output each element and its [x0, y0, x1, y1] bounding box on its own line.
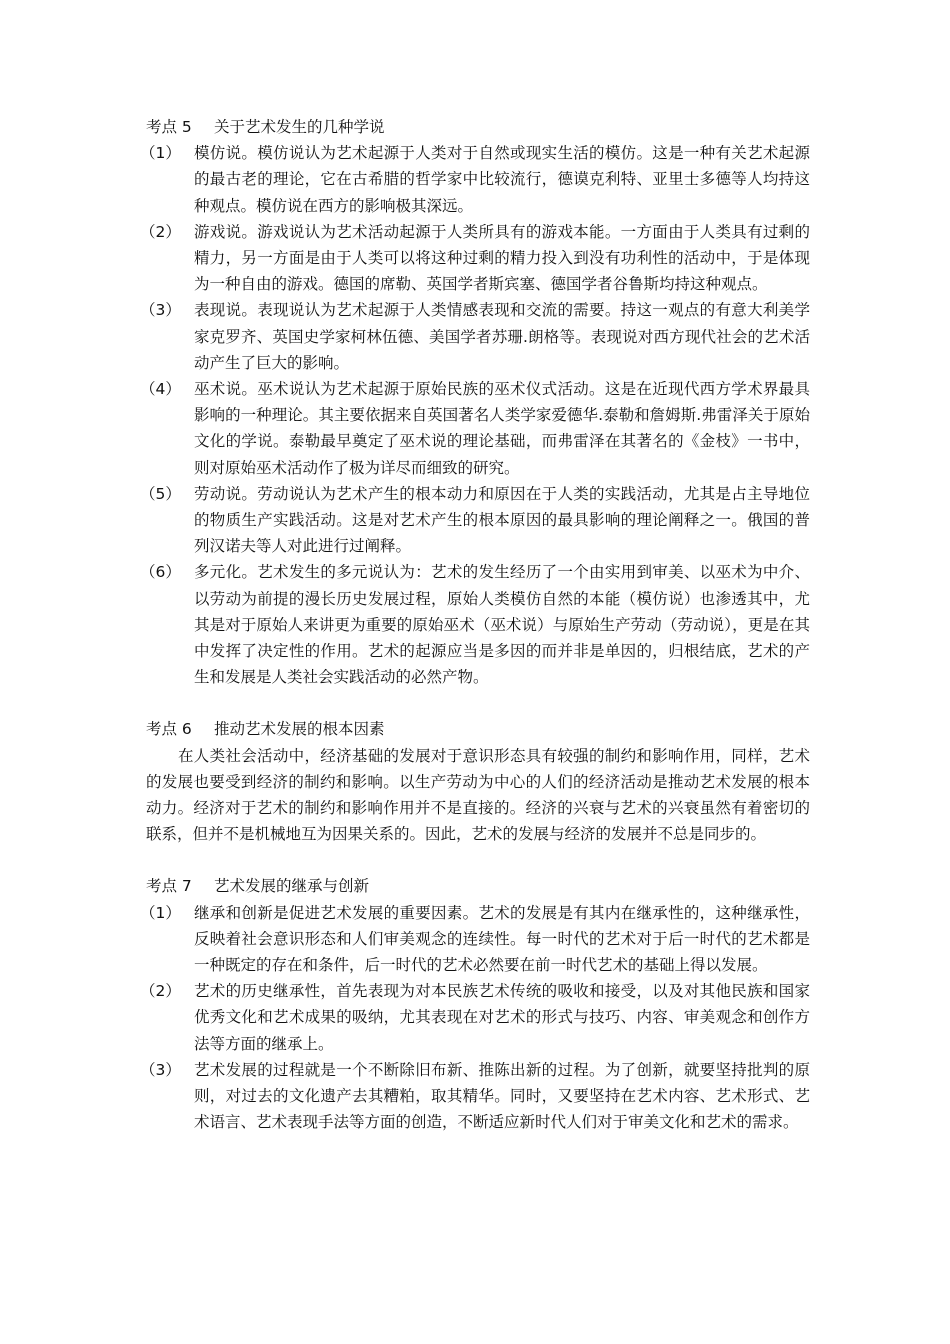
item-number: （3）	[140, 1060, 181, 1079]
section-title: 艺术发展的继承与创新	[214, 877, 370, 896]
item-text: 继承和创新是促进艺术发展的重要因素。艺术的发展是有其内在继承性的，这种继承性，反映着社会意识形态和人们审美观念的连续性。每一时代的艺术对于后一时代的艺术都是一种既定的存在和条件，后一时代的艺术必然要在前一时代艺术的基础上得以发展。	[194, 903, 810, 975]
section-title: 关于艺术发生的几种学说	[214, 118, 385, 136]
item-text: 劳动说。劳动说认为艺术产生的根本动力和原因在于人类的实践活动，尤其是占主导地位的物质生产实践活动。这是对艺术产生的根本原因的最具影响的理论阐释之一。俄国的普列汉诺夫等人对此进行过阐释。	[194, 484, 810, 556]
document-page	[140, 114, 810, 1135]
section-title: 推动艺术发展的根本因素	[214, 720, 385, 739]
list-item	[140, 1057, 810, 1136]
section-kaodian-7	[140, 873, 810, 1135]
section-heading	[146, 873, 810, 899]
list-item	[140, 376, 810, 481]
list-item	[140, 978, 810, 1057]
section-heading	[146, 114, 810, 140]
item-number: （3）	[140, 301, 181, 320]
item-number: （1）	[140, 903, 181, 922]
list-item	[140, 900, 810, 979]
item-number: （2）	[140, 982, 181, 1001]
item-number: （1）	[140, 144, 181, 163]
list-item	[140, 481, 810, 560]
list-item	[140, 297, 810, 376]
item-text: 模仿说。模仿说认为艺术起源于人类对于自然或现实生活的模仿。这是一种有关艺术起源的最古老的理论，它在古希腊的哲学家中比较流行，德谟克利特、亚里士多德等人均持这种观点。模仿说在西方的影响极其深远。	[194, 144, 810, 215]
section-label: 考点 6	[146, 720, 192, 739]
body-paragraph: 在人类社会活动中，经济基础的发展对于意识形态具有较强的制约和影响作用，同样，艺术的发展也要受到经济的制约和影响。以生产劳动为中心的人们的经济活动是推动艺术发展的根本动力。经济对于艺术的制约和影响作用并不是直接的。经济的兴衰与艺术的兴衰虽然有着密切的联系，但并不是机械地互为因果关系的。因此，艺术的发展与经济的发展并不总是同步的。	[146, 746, 810, 844]
item-text: 多元化。艺术发生的多元说认为：艺术的发生经历了一个由实用到审美、以巫术为中介、以劳动为前提的漫长历史发展过程，原始人类模仿自然的本能（模仿说）也渗透其中，尤其是对于原始人来讲更为重要的原始巫术（巫术说）与原始生产劳动（劳动说），更是在其中发挥了决定性的作用。艺术的起源应当是多因的而并非是单因的，归根结底，艺术的产生和发展是人类社会实践活动的必然产物。	[194, 563, 810, 687]
section-label: 考点 7	[146, 877, 192, 896]
section-label: 考点 5	[146, 118, 192, 136]
item-text: 游戏说。游戏说认为艺术活动起源于人类所具有的游戏本能。一方面由于人类具有过剩的精力，另一方面是由于人类可以将这种过剩的精力投入到没有功利性的活动中，于是体现为一种自由的游戏。德国的席勒、英国学者斯宾塞、德国学者谷鲁斯均持这种观点。	[194, 222, 810, 294]
item-number: （4）	[140, 380, 181, 399]
list-item	[140, 559, 810, 690]
section-kaodian-5	[140, 114, 810, 690]
item-text: 表现说。表现说认为艺术起源于人类情感表现和交流的需要。持这一观点的有意大利美学家克罗齐、英国史学家柯林伍德、美国学者苏珊.朗格等。表现说对西方现代社会的艺术活动产生了巨大的影响。	[194, 301, 810, 372]
item-number: （2）	[140, 222, 181, 241]
section-heading	[146, 716, 810, 742]
list-item	[140, 219, 810, 298]
item-text: 巫术说。巫术说认为艺术起源于原始民族的巫术仪式活动。这是在近现代西方学术界最具影响的一种理论。其主要依据来自英国著名人类学家爱德华.泰勒和詹姆斯.弗雷泽关于原始文化的学说。泰勒最早奠定了巫术说的理论基础，而弗雷泽在其著名的《金枝》一书中，则对原始巫术活动作了极为详尽而细致的研究。	[194, 380, 810, 477]
item-number: （5）	[140, 484, 181, 503]
section-kaodian-6	[146, 716, 810, 847]
list-item	[140, 140, 810, 219]
item-number: （6）	[140, 563, 181, 582]
item-text: 艺术的历史继承性，首先表现为对本民族艺术传统的吸收和接受，以及对其他民族和国家优秀文化和艺术成果的吸纳，尤其表现在对艺术的形式与技巧、内容、审美观念和创作方法等方面的继承上。	[194, 982, 810, 1053]
item-text: 艺术发展的过程就是一个不断除旧布新、推陈出新的过程。为了创新，就要坚持批判的原则，对过去的文化遗产去其糟粕，取其精华。同时，又要坚持在艺术内容、艺术形式、艺术语言、艺术表现手法等方面的创造，不断适应新时代人们对于审美文化和艺术的需求。	[194, 1060, 810, 1132]
